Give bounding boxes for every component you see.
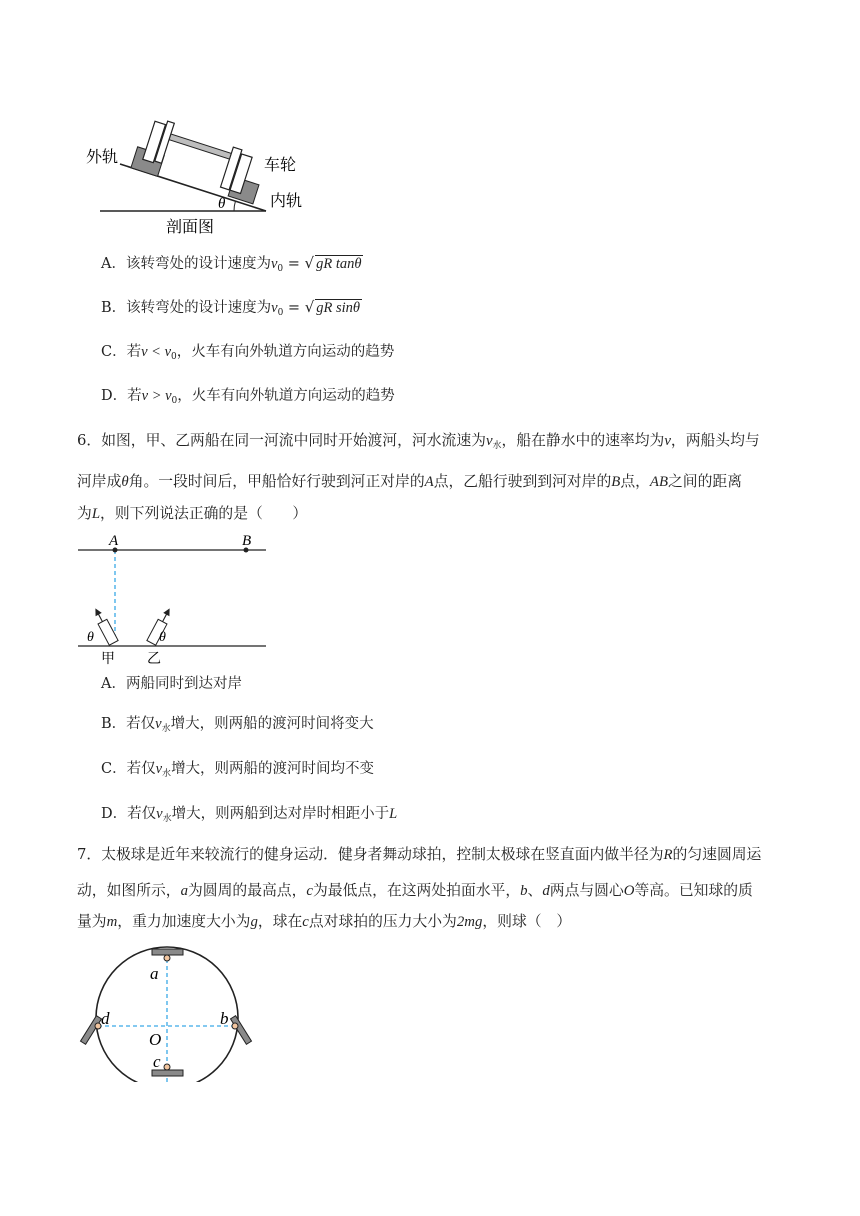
- option-pre: 若: [126, 344, 142, 360]
- text: 河岸成: [77, 473, 122, 490]
- left-wheel: [143, 117, 175, 165]
- q6-option-c: [101, 759, 374, 784]
- formula-radicand: gR sinθ: [316, 300, 361, 316]
- formula-v: v: [271, 300, 278, 316]
- text: 角。一段时间后，甲船恰好行驶到河正对岸的: [128, 473, 425, 490]
- text: 两点与圆心: [549, 882, 624, 899]
- option-label: B．: [101, 716, 127, 732]
- text: 动，如图所示，: [77, 882, 181, 899]
- boat-jia: [91, 606, 118, 645]
- label-inner-rail: 内轨: [270, 191, 303, 210]
- text: 为最低点，在这两处拍面水平，: [312, 882, 521, 899]
- option-label: B．: [101, 300, 127, 316]
- label-wheel: 车轮: [264, 155, 297, 174]
- ball-a: [164, 955, 170, 961]
- ball-b: [232, 1023, 238, 1029]
- q5-option-c: [101, 342, 394, 367]
- theta-arc: [234, 201, 236, 211]
- var-L: L: [389, 806, 398, 822]
- text: ，则下列说法正确的是（ ）: [100, 505, 308, 522]
- option-condition: v > v: [141, 388, 172, 404]
- label-section: 剖面图: [166, 217, 215, 236]
- var-2mg: 2mg: [456, 914, 483, 930]
- sub-water: 水: [161, 724, 171, 734]
- label-A: A: [109, 533, 119, 549]
- q5-option-a: A．该转弯处的设计速度为$v_0$ = √ gR tanθ: [101, 254, 362, 274]
- formula-sub: 0: [277, 308, 284, 318]
- label-a: a: [150, 964, 159, 983]
- text: 等高。已知球的质: [634, 882, 753, 899]
- q6-option-d: [101, 804, 397, 829]
- var-d: d: [542, 883, 550, 899]
- q6-option-a: [101, 674, 242, 694]
- var-AB: AB: [649, 474, 668, 490]
- option-pre: 若仅: [126, 761, 156, 777]
- taiji-circle-figure: [76, 946, 260, 1082]
- sub-water: 水: [162, 814, 172, 824]
- var-v: v: [485, 433, 493, 449]
- label-theta: θ: [218, 196, 226, 212]
- var-g: g: [250, 914, 258, 930]
- q5-option-b: B．该转弯处的设计速度为$v_0$ = √ gR sinθ: [101, 298, 361, 318]
- paddle-left: [81, 1016, 102, 1045]
- sub-water: 水: [492, 441, 502, 451]
- label-b: b: [220, 1009, 229, 1028]
- var-m: m: [106, 914, 118, 930]
- formula-radicand: gR tanθ: [316, 256, 362, 272]
- var-R: R: [663, 847, 673, 863]
- label-B: B: [242, 533, 252, 549]
- var-v: v: [156, 806, 163, 822]
- option-text: 两船同时到达对岸: [125, 676, 242, 692]
- option-pre: 若仅: [127, 806, 157, 822]
- q7-stem-line1: [77, 845, 761, 865]
- text: ，两船头均与: [670, 432, 760, 449]
- option-label: C．: [101, 344, 127, 360]
- river-crossing-figure: [76, 528, 272, 668]
- text: 点对球拍的压力大小为: [308, 913, 457, 930]
- label-yi: 乙: [147, 651, 161, 667]
- option-condition-sub: 0: [171, 352, 177, 362]
- q7-stem-line3: [77, 912, 571, 932]
- text: 7．太极球是近年来较流行的健身运动．健身者舞动球拍，控制太极球在竖直面内做半径为: [77, 846, 664, 863]
- option-text: 该转弯处的设计速度为: [125, 256, 271, 272]
- var-b: b: [520, 883, 528, 899]
- text: 之间的距离: [668, 473, 742, 490]
- label-outer-rail: 外轨: [86, 147, 119, 166]
- var-v: v: [155, 761, 163, 777]
- label-jia: 甲: [101, 651, 115, 667]
- label-theta-jia: θ: [87, 630, 94, 645]
- option-label: A．: [101, 256, 126, 272]
- option-post: 增大，则两船到达对岸时相距小于: [171, 806, 390, 822]
- sub-water: 水: [162, 769, 172, 779]
- label-d: d: [101, 1009, 110, 1028]
- var-B: B: [611, 474, 621, 490]
- text: ，球在: [257, 913, 303, 930]
- label-O: O: [149, 1030, 162, 1049]
- paddle-top: [152, 949, 183, 955]
- var-c: c: [306, 883, 313, 899]
- var-O: O: [623, 883, 635, 899]
- formula-eq: =: [283, 300, 305, 316]
- option-pre: 若仅: [126, 716, 156, 732]
- label-theta-yi: θ: [159, 630, 166, 645]
- var-v: v: [155, 716, 162, 732]
- paddle-right: [231, 1016, 252, 1045]
- option-post: ，火车有向外轨道方向运动的趋势: [176, 344, 395, 360]
- formula-eq: =: [283, 256, 305, 272]
- q6-stem-line1: [77, 431, 760, 456]
- option-label: C．: [101, 761, 127, 777]
- var-theta: θ: [121, 474, 129, 490]
- var-v: v: [664, 433, 671, 449]
- option-text: 该转弯处的设计速度为: [126, 300, 272, 316]
- option-post: ，火车有向外轨道方向运动的趋势: [177, 388, 395, 404]
- text: ，船在静水中的速率均为: [501, 432, 665, 449]
- text: 、: [527, 882, 543, 899]
- text: 的匀速圆周运: [672, 846, 762, 863]
- var-L: L: [91, 506, 101, 522]
- q5-option-d: [101, 386, 395, 411]
- option-pre: 若: [127, 388, 142, 404]
- formula-v: v: [270, 256, 278, 272]
- q7-stem-line2: [77, 881, 753, 901]
- text: 为: [77, 505, 92, 522]
- q6-option-b: [101, 714, 374, 739]
- q6-stem-line2: [77, 472, 742, 492]
- var-A: A: [424, 474, 434, 490]
- text: ，重力加速度大小为: [117, 913, 251, 930]
- option-post: 增大，则两船的渡河时间均不变: [171, 761, 375, 777]
- q6-stem-line3: [77, 504, 307, 524]
- ball-c: [164, 1064, 170, 1070]
- option-condition-sub: 0: [171, 396, 178, 406]
- text: 量为: [77, 913, 107, 930]
- text: ，则球（ ）: [482, 913, 572, 930]
- option-post: 增大，则两船的渡河时间将变大: [170, 716, 374, 732]
- option-condition: v < v: [141, 344, 172, 360]
- option-label: D．: [101, 806, 128, 822]
- text: 点，乙船行驶到到河对岸的: [433, 473, 612, 490]
- var-a: a: [180, 883, 188, 899]
- text: 6．如图，甲、乙两船在同一河流中同时开始渡河，河水流速为: [77, 432, 486, 449]
- option-label: D．: [101, 388, 128, 404]
- formula-sub: 0: [277, 264, 284, 274]
- option-label: A．: [101, 676, 126, 692]
- text: 为圆周的最高点，: [188, 882, 307, 899]
- text: 点，: [620, 473, 650, 490]
- var-c: c: [302, 914, 309, 930]
- track-cross-section-figure: [84, 114, 314, 240]
- label-c: c: [153, 1052, 161, 1071]
